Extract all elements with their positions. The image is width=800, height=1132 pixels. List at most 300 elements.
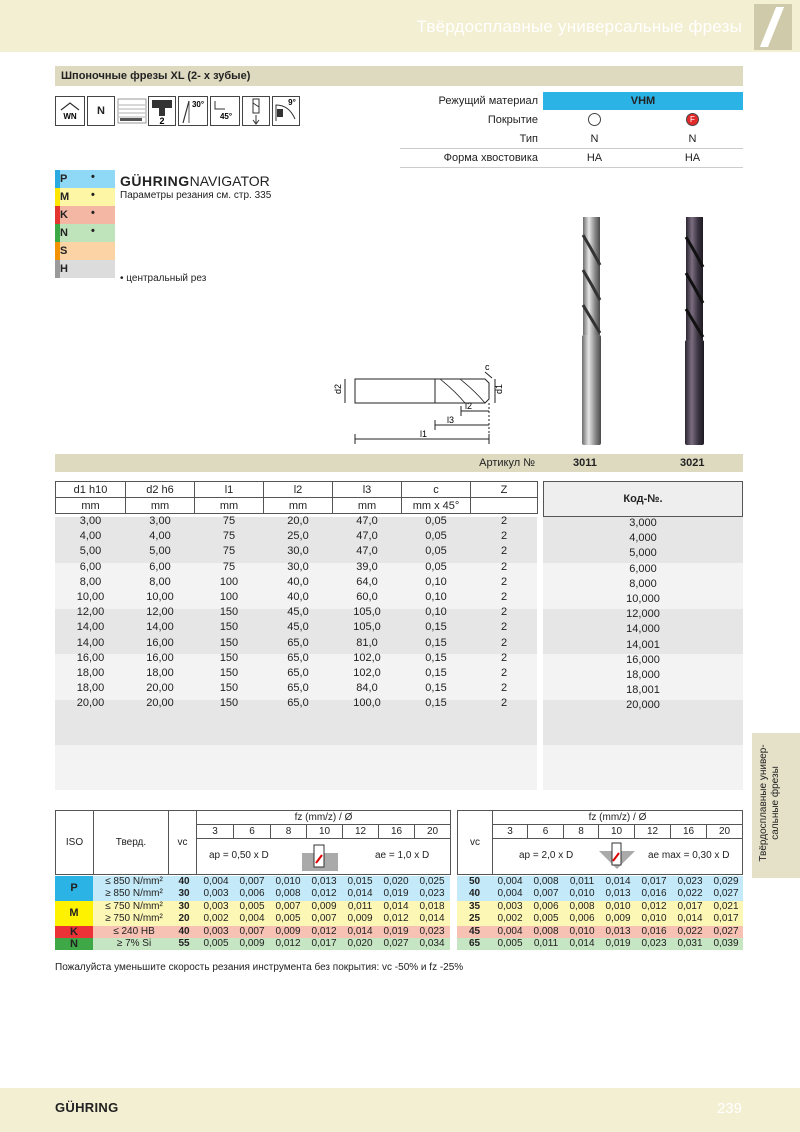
table-cell: 0,05 [425,530,447,543]
cutting-cell: 0,012 [311,925,337,937]
cutting-cell: 0,017 [713,913,739,925]
stock-icon [117,96,147,126]
cutting-cell: 0,012 [275,938,301,949]
cutting-cell: ≤ 240 HB [113,925,155,937]
helix-30-icon [178,96,208,126]
cutting-cell: 0,005 [275,913,301,925]
table-cell: 0,05 [425,515,447,528]
cutting-cell: 0,003 [203,900,229,912]
table-cell: 150 [219,621,239,634]
cutting-cell: 0,031 [677,938,703,949]
cutting-cell: 0,009 [605,913,631,925]
cutting-cell: 0,006 [569,913,595,925]
table-row [56,635,538,650]
cutting-cell: 0,007 [239,876,265,887]
diameter-cell: 16 [379,825,415,839]
coating-f-icon: F [686,113,699,126]
table-cell: 16,00 [146,651,174,664]
code-cell: 8,000 [629,577,657,590]
table-cell: 14,00 [76,636,105,649]
table-row [56,650,538,665]
tool-coated-image [685,217,704,445]
dims-units-row [56,498,538,514]
header-title: Твёрдосплавные универсальные фрезы [416,17,742,36]
table-cell: 0,15 [425,636,447,649]
iso-group-p: P [55,876,93,901]
table-cell: 81,0 [356,636,378,649]
label-l3: l3 [447,415,455,425]
iso-group-m: M [55,901,93,926]
table-cell: 75 [222,530,236,543]
prop-row-shank [400,149,743,168]
svg-text:2: 2 [159,116,165,126]
table-cell: 4,00 [79,530,102,543]
cutting-cell: 0,012 [311,888,337,900]
cutting-cell: 0,027 [383,938,409,949]
diameter-cell: 20 [415,825,451,839]
prop-row-type [400,130,743,149]
cutting-cell: 0,017 [641,876,667,887]
table-row [56,559,538,574]
cutting-cell: 0,010 [641,913,667,925]
cutting-cell: 0,008 [569,900,595,912]
type-n-label: N [97,105,105,117]
table-cell: 16,00 [76,651,105,664]
cutting-row [55,888,743,900]
cutting-row [55,901,743,913]
table-cell: 0,10 [425,575,447,588]
table-cell: 14,00 [146,621,174,634]
table-cell: 65,0 [287,682,309,695]
table-cell: 18,00 [76,666,105,679]
table-row [56,529,538,544]
cutting-cell: 0,012 [383,913,409,925]
cutting-cell: 0,008 [533,925,559,937]
cutting-cell: 0,025 [419,876,445,887]
cutting-cell: ≥ 750 N/mm² [105,913,163,925]
page-footer [0,1088,800,1132]
cutting-cell: 0,005 [203,938,229,949]
table-cell: 2 [500,560,508,573]
code-cell: 4,000 [629,532,657,545]
code-cell: 6,000 [629,562,657,575]
fz-header-right: fz (mm/z) / Ø [493,811,743,825]
cutting-cell: 0,014 [347,888,373,900]
table-cell: 8,00 [79,575,102,588]
table-cell: 2 [500,682,508,695]
code-cell: 10,000 [626,592,660,605]
cutting-cell: 0,022 [677,888,703,900]
table-cell: 30,0 [287,545,309,558]
table-cell: 75 [222,515,236,528]
table-cell: 18,00 [76,682,105,695]
band-6 [55,745,743,790]
col-d2: d2 h6 [126,482,195,498]
cutting-cell: 0,003 [203,925,229,937]
cutting-cell: 0,020 [347,938,373,949]
cutting-cell: 0,008 [533,876,559,887]
table-cell: 0,15 [425,666,447,679]
table-cell: 105,0 [353,621,381,634]
cutting-cell: 0,022 [677,925,703,937]
table-cell: 100 [219,591,239,604]
unit: mm [126,498,195,514]
iso-group-n: N [55,938,93,950]
iso-group-k: K [55,926,93,938]
code-cell: 18,001 [626,684,660,697]
cutting-cell: 0,039 [713,938,739,949]
table-cell: 2 [500,606,508,619]
cutting-cell: 0,007 [275,900,301,912]
prop-label: Форма хвостовика [443,152,538,164]
diameter-cell: 8 [564,825,599,839]
table-cell: 40,0 [287,591,309,604]
code-header: Код-№. [543,481,743,517]
col-d1: d1 h10 [56,482,126,498]
cutting-cell: 55 [178,938,190,949]
prop-label: Режущий материал [438,95,538,107]
label-l1: l1 [420,429,428,439]
diameter-cell: 6 [234,825,271,839]
table-cell: 5,00 [149,545,171,558]
table-cell: 10,00 [146,591,174,604]
diameter-row-right [458,825,743,839]
cutting-cell: 0,014 [383,900,409,912]
prop-value: N [590,133,599,145]
flutes-icon [148,96,176,126]
cutting-cell: 25 [468,913,481,925]
table-row [56,605,538,620]
ae-left: ae = 1,0 x D [375,850,430,861]
table-cell: 2 [500,666,508,679]
cutting-cell: 0,010 [275,876,301,887]
table-row [56,620,538,635]
tool-drawing [335,358,510,448]
cutting-cell: 40 [468,888,481,900]
prop-value: HA [586,152,603,164]
prop-label: Покрытие [487,114,538,126]
unit: mm x 45° [402,498,471,514]
table-cell: 5,00 [79,545,102,558]
table-cell: 20,00 [146,697,174,710]
table-cell: 150 [219,651,239,664]
table-row [56,696,538,711]
diameter-cell: 16 [671,825,707,839]
cutting-row [55,938,743,950]
material-p: P • [55,170,115,188]
cutting-cell: 0,019 [383,888,409,900]
cutting-cell: 30 [178,888,190,900]
unit: mm [264,498,333,514]
cutting-cell: 0,020 [383,876,409,887]
table-cell: 100,0 [353,697,381,710]
prop-row-coating [400,111,743,130]
cutting-cell: 0,011 [347,900,373,912]
svg-text:45°: 45° [219,112,233,121]
table-row [56,665,538,680]
col-l3: l3 [333,482,402,498]
cutting-cell: 0,019 [383,925,409,937]
label-c: c [485,362,490,372]
table-cell: 150 [219,697,239,710]
cutting-cell: 0,014 [419,913,445,925]
page-header [0,0,800,52]
cutting-cell: 0,013 [605,925,631,937]
table-cell: 150 [219,606,239,619]
cutting-cell: 0,003 [203,888,229,900]
cutting-cell: 0,023 [419,925,445,937]
col-l1: l1 [195,482,264,498]
prop-label: Тип [519,133,538,145]
table-cell: 75 [222,545,236,558]
cutting-cell: 0,005 [497,938,523,949]
plunge-icon [242,96,270,126]
label-d2: d2 [333,383,343,394]
table-cell: 0,05 [425,545,447,558]
cutting-cell: 0,005 [533,913,559,925]
label-l2: l2 [465,401,473,411]
unit [471,498,538,514]
table-cell: 2 [500,515,508,528]
unit: mm [195,498,264,514]
material-k: K • [55,206,115,224]
slot-milling-icon [302,841,342,871]
prop-value: VHM [630,95,656,107]
col-c: c [402,482,471,498]
cutting-cell: 0,005 [239,900,265,912]
hardness-header: Тверд. [94,811,169,875]
cutting-cell: 0,017 [677,900,703,912]
navigator-subtitle: Параметры резания см. стр. 335 [120,190,272,201]
table-cell: 0,15 [425,682,447,695]
table-cell: 105,0 [353,606,381,619]
material-s: S [55,242,115,260]
cutting-cell: 30 [178,900,190,912]
cutting-cell: 0,004 [497,888,523,900]
cutting-cell: 0,013 [605,888,631,900]
cutting-cell: 0,003 [497,900,523,912]
table-cell: 102,0 [353,666,381,679]
table-cell: 20,00 [76,697,105,710]
table-cell: 39,0 [356,560,378,573]
table-cell: 2 [500,545,508,558]
diameter-cell: 3 [493,825,528,839]
table-cell: 64,0 [356,575,378,588]
diameter-cell: 12 [635,825,671,839]
guhring-navigator-logo: GÜHRINGNAVIGATOR [120,173,270,189]
table-cell: 65,0 [287,651,309,664]
prop-value: HA [684,152,701,164]
article-label: Артикул № [479,457,535,469]
diameter-cell: 12 [343,825,379,839]
cutting-cell: 0,023 [641,938,667,949]
cutting-row [55,876,743,888]
dims-header-row [56,482,538,498]
table-cell: 12,00 [76,606,105,619]
table-row [56,681,538,696]
table-cell: 0,15 [425,697,447,710]
article-3011: 3011 [573,457,597,469]
table-cell: 30,0 [287,560,309,573]
guhring-logo: GÜHRING [55,1100,119,1115]
cutting-cell: 0,034 [419,938,445,949]
material-m: M • [55,188,115,206]
section-logo-icon [754,4,792,50]
engagement-left [197,839,451,875]
cutting-cell: ≥ 850 N/mm² [105,888,163,900]
cutting-cell: 0,004 [239,913,265,925]
cutting-cell: 0,014 [677,913,703,925]
table-row [56,589,538,604]
table-row [56,514,538,529]
ap-left: ap = 0,50 x D [209,850,269,861]
cutting-cell: 40 [178,876,190,887]
table-cell: 8,00 [149,575,171,588]
cutting-cell: 0,009 [347,913,373,925]
cutting-cell: 0,004 [497,876,523,887]
label-d1: d1 [494,383,504,394]
table-cell: 2 [500,591,508,604]
svg-text:WN: WN [63,112,77,121]
cutting-cell: 0,016 [641,925,667,937]
prop-row-material [400,92,743,111]
cutting-cell: 0,010 [605,900,631,912]
cutting-table-left [55,810,451,875]
cutting-cell: 0,017 [311,938,337,949]
uncoated-note: Пожалуйста уменьшите скорость резания инструмента без покрытия: vc -50% и fz -25% [55,962,464,973]
page-number: 239 [716,1100,742,1117]
vc-header-right: vc [458,811,493,875]
cutting-cell: 0,019 [605,938,631,949]
col-l2: l2 [264,482,333,498]
table-cell: 65,0 [287,666,309,679]
material-color-strip [55,170,60,278]
material-n: N • [55,224,115,242]
svg-text:30°: 30° [191,100,205,109]
table-cell: 100 [219,575,239,588]
table-cell: 45,0 [287,621,309,634]
central-cut-note: • центральный рез [120,273,207,284]
section-title-bar [55,66,743,86]
diameter-cell: 20 [707,825,743,839]
cutting-cell: 0,027 [713,888,739,900]
code-column [543,517,743,714]
code-cell: 12,000 [626,608,660,621]
table-cell: 0,10 [425,606,447,619]
cutting-cell: 0,010 [569,925,595,937]
cutting-cell: 0,010 [569,888,595,900]
ap-right: ap = 2,0 x D [519,850,574,861]
cutting-cell: 0,007 [311,913,337,925]
table-cell: 2 [500,530,508,543]
table-cell: 102,0 [353,651,381,664]
cutting-cell: 0,029 [713,876,739,887]
table-cell: 47,0 [356,515,378,528]
table-cell: 40,0 [287,575,309,588]
table-cell: 150 [219,682,239,695]
diameter-cell: 10 [307,825,343,839]
cutting-cell: 0,009 [311,900,337,912]
cutting-cell: 0,013 [311,876,337,887]
table-cell: 3,00 [79,515,102,528]
diameter-cell: 8 [271,825,307,839]
table-cell: 0,15 [425,651,447,664]
tool-uncoated-image [582,217,601,445]
fz-header: fz (mm/z) / Ø [197,811,451,825]
tool-images [570,215,720,447]
cutting-cell: 0,016 [641,888,667,900]
table-cell: 2 [500,621,508,634]
cutting-cell: 0,007 [533,888,559,900]
vc-header: vc [169,811,197,875]
ae-right: ae max = 0,30 x D [648,850,730,861]
engagement-right [493,839,743,875]
cutting-cell: 20 [178,913,190,925]
code-cell: 18,000 [626,668,660,681]
table-cell: 47,0 [356,545,378,558]
table-cell: 2 [500,697,508,710]
code-cell: 3,000 [629,517,657,529]
cutting-cell: 0,015 [347,876,373,887]
cutting-cell: 0,014 [569,938,595,949]
cutting-cell: 0,023 [677,876,703,887]
cutting-cell: 0,004 [203,876,229,887]
table-row [56,544,538,559]
cutting-cell: 50 [468,876,481,887]
table-cell: 150 [219,636,239,649]
cutting-cell: 0,014 [605,876,631,887]
cutting-cell: ≤ 750 N/mm² [105,900,163,912]
diameter-cell: 10 [599,825,635,839]
cutting-cell: 0,021 [713,900,739,912]
table-cell: 65,0 [287,697,309,710]
table-cell: 47,0 [356,530,378,543]
cutting-cell: 35 [468,900,481,912]
table-cell: 6,00 [149,560,171,573]
table-cell: 45,0 [287,606,309,619]
cutting-row [55,926,743,938]
cutting-cell: ≤ 850 N/mm² [105,876,163,887]
uncoated-circle-icon [588,113,601,126]
wn-icon [55,96,85,126]
table-cell: 2 [500,651,508,664]
table-cell: 0,15 [425,621,447,634]
cutting-cell: 0,007 [239,925,265,937]
prop-value: N [688,133,697,145]
table-cell: 10,00 [76,591,105,604]
cutting-cell: 45 [468,925,481,937]
cutting-cell: 0,009 [275,925,301,937]
cutting-cell: 0,009 [239,938,265,949]
table-cell: 2 [500,575,508,588]
table-cell: 3,00 [149,515,171,528]
table-cell: 18,00 [146,666,174,679]
material-h: H [55,260,115,278]
cutting-row [55,913,743,925]
cutting-cell: 0,027 [713,925,739,937]
cutting-cell: 0,006 [533,900,559,912]
col-z: Z [471,482,538,498]
side-tab [752,733,800,878]
cutting-cell: 0,002 [497,913,523,925]
table-cell: 0,05 [425,560,447,573]
cutting-cell: 40 [178,925,190,937]
side-tab-label: Твёрдосплавные универ-сальные фрезы [758,744,781,862]
code-cell: 20,000 [626,699,660,712]
cutting-table-right [457,810,743,875]
side-milling-icon [597,841,637,871]
table-cell: 65,0 [287,636,309,649]
